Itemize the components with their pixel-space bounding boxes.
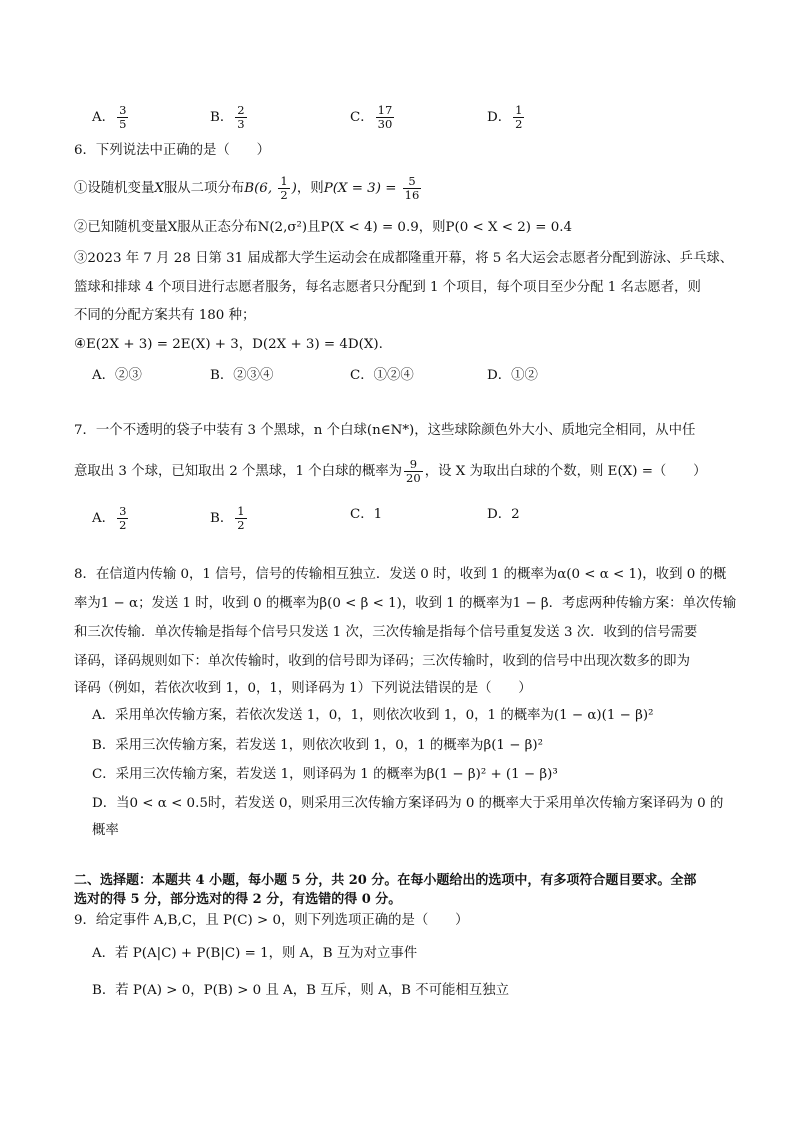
q9-option-b[interactable]: B．若 P(A) > 0，P(B) > 0 且 A，B 互斥，则 A，B 不可能相互独立 bbox=[92, 983, 509, 998]
q6-stem: 6．下列说法中正确的是（ ） bbox=[74, 143, 270, 158]
q5-option-d-fraction: $\frac{1}{2}$ bbox=[515, 103, 523, 131]
q5-option-b-fraction: $\frac{2}{3}$ bbox=[237, 103, 245, 131]
q5-option-c-fraction: $\frac{17}{30}$ bbox=[377, 103, 393, 131]
q7-line-2: 意取出 3 个球，已知取出 2 个黑球，1 个白球的概率为 $\frac{9}{20}$ ，设 X 为取出白球的个数，则 E(X) =（ ） bbox=[74, 457, 707, 485]
q8-option-a[interactable]: A．采用单次传输方案，若依次发送 1，0，1，则依次收到 1，0，1 的概率为(1 − α)(1 − β)² bbox=[92, 708, 654, 723]
q6-s1-result-fraction: $\frac{5}{16}$ bbox=[404, 174, 420, 202]
q6-statement-1: ①设随机变量X服从二项分布B(6, $\frac{1}{2}$ )，则P(X = 3) = $\frac{5}{16}$ bbox=[74, 174, 420, 202]
q8-line-1: 8．在信道内传输 0，1 信号，信号的传输相互独立．发送 0 时，收到 1 的概率为α(0 < α < 1)，收到 0 的概 bbox=[74, 567, 727, 582]
q6-option-d[interactable]: D．①② bbox=[487, 368, 538, 383]
q7-option-a[interactable]: A． $\frac{3}{2}$ bbox=[92, 504, 127, 532]
section-2-heading-line-1: 二、选择题：本题共 4 小题，每小题 5 分，共 20 分。在每小题给出的选项中，有多项符合题目要求。全部 bbox=[74, 873, 697, 888]
q7-option-c[interactable]: C．1 bbox=[350, 507, 383, 522]
q5-option-d[interactable]: D． $\frac{1}{2}$ bbox=[487, 103, 523, 131]
q5-option-c[interactable]: C． $\frac{17}{30}$ bbox=[350, 103, 393, 131]
q6-statement-3-line-3: 不同的分配方案共有 180 种； bbox=[74, 308, 256, 323]
q6-statement-2: ②已知随机变量X服从正态分布N(2,σ²)且P(X < 4) = 0.9，则P(0 < X < 2) = 0.4 bbox=[74, 220, 573, 235]
q5-option-b[interactable]: B． $\frac{2}{3}$ bbox=[210, 103, 245, 131]
q7-probability-fraction: $\frac{9}{20}$ bbox=[406, 457, 421, 485]
q9-option-a[interactable]: A．若 P(A|C) + P(B|C) = 1，则 A，B 互为对立事件 bbox=[92, 946, 418, 961]
q6-statement-3-line-2: 篮球和排球 4 个项目进行志愿者服务，每名志愿者只分配到 1 个项目，每个项目至少分配 1 名志愿者，则 bbox=[74, 280, 701, 295]
q9-stem: 9．给定事件 A,B,C，且 P(C) > 0，则下列选项正确的是（ ） bbox=[74, 913, 469, 928]
q7-line-1: 7．一个不透明的袋子中装有 3 个黑球，n 个白球(n∈N*)，这些球除颜色外大小、质地完全相同，从中任 bbox=[74, 423, 696, 438]
q6-option-b[interactable]: B．②③④ bbox=[210, 368, 274, 383]
q6-option-c[interactable]: C．①②④ bbox=[350, 368, 414, 383]
q5-option-a[interactable]: A． $\frac{3}{5}$ bbox=[92, 103, 127, 131]
q8-line-5: 译码（例如，若依次收到 1，0，1，则译码为 1）下列说法错误的是（ ） bbox=[74, 681, 532, 696]
q7-option-d[interactable]: D．2 bbox=[487, 507, 520, 522]
q8-line-2: 率为1 − α；发送 1 时，收到 0 的概率为β(0 < β < 1)，收到 1 的概率为1 − β．考虑两种传输方案：单次传输 bbox=[74, 596, 737, 611]
q7-option-b[interactable]: B． $\frac{1}{2}$ bbox=[210, 504, 245, 532]
q7-option-b-fraction: $\frac{1}{2}$ bbox=[237, 504, 245, 532]
q8-option-d-line-1[interactable]: D．当0 < α < 0.5时，若发送 0，则采用三次传输方案译码为 0 的概率大于采用单次传输方案译码为 0 的 bbox=[92, 796, 724, 811]
q8-line-3: 和三次传输．单次传输是指每个信号只发送 1 次，三次传输是指每个信号重复发送 3 次．收到的信号需要 bbox=[74, 625, 698, 640]
q8-option-d-line-2: 概率 bbox=[92, 823, 119, 838]
q6-s1-p-fraction: $\frac{1}{2}$ bbox=[280, 174, 288, 202]
section-2-heading-line-2: 选对的得 5 分，部分选对的得 2 分，有选错的得 0 分。 bbox=[74, 892, 402, 907]
q6-statement-4: ④E(2X + 3) = 2E(X) + 3，D(2X + 3) = 4D(X). bbox=[74, 337, 383, 352]
q8-option-b[interactable]: B．采用三次传输方案，若发送 1，则依次收到 1，0，1 的概率为β(1 − β)² bbox=[92, 738, 544, 753]
q6-option-a[interactable]: A．②③ bbox=[92, 368, 142, 383]
q8-option-c[interactable]: C．采用三次传输方案，若发送 1，则译码为 1 的概率为β(1 − β)² + (1 − β)³ bbox=[92, 767, 558, 782]
q7-option-a-fraction: $\frac{3}{2}$ bbox=[119, 504, 127, 532]
q6-statement-3-line-1: ③2023 年 7 月 28 日第 31 届成都大学生运动会在成都隆重开幕，将 5 名大运会志愿者分配到游泳、乒乓球、 bbox=[74, 251, 734, 266]
q8-line-4: 译码，译码规则如下：单次传输时，收到的信号即为译码；三次传输时，收到的信号中出现次数多的即为 bbox=[74, 654, 690, 669]
q5-option-a-fraction: $\frac{3}{5}$ bbox=[119, 103, 127, 131]
